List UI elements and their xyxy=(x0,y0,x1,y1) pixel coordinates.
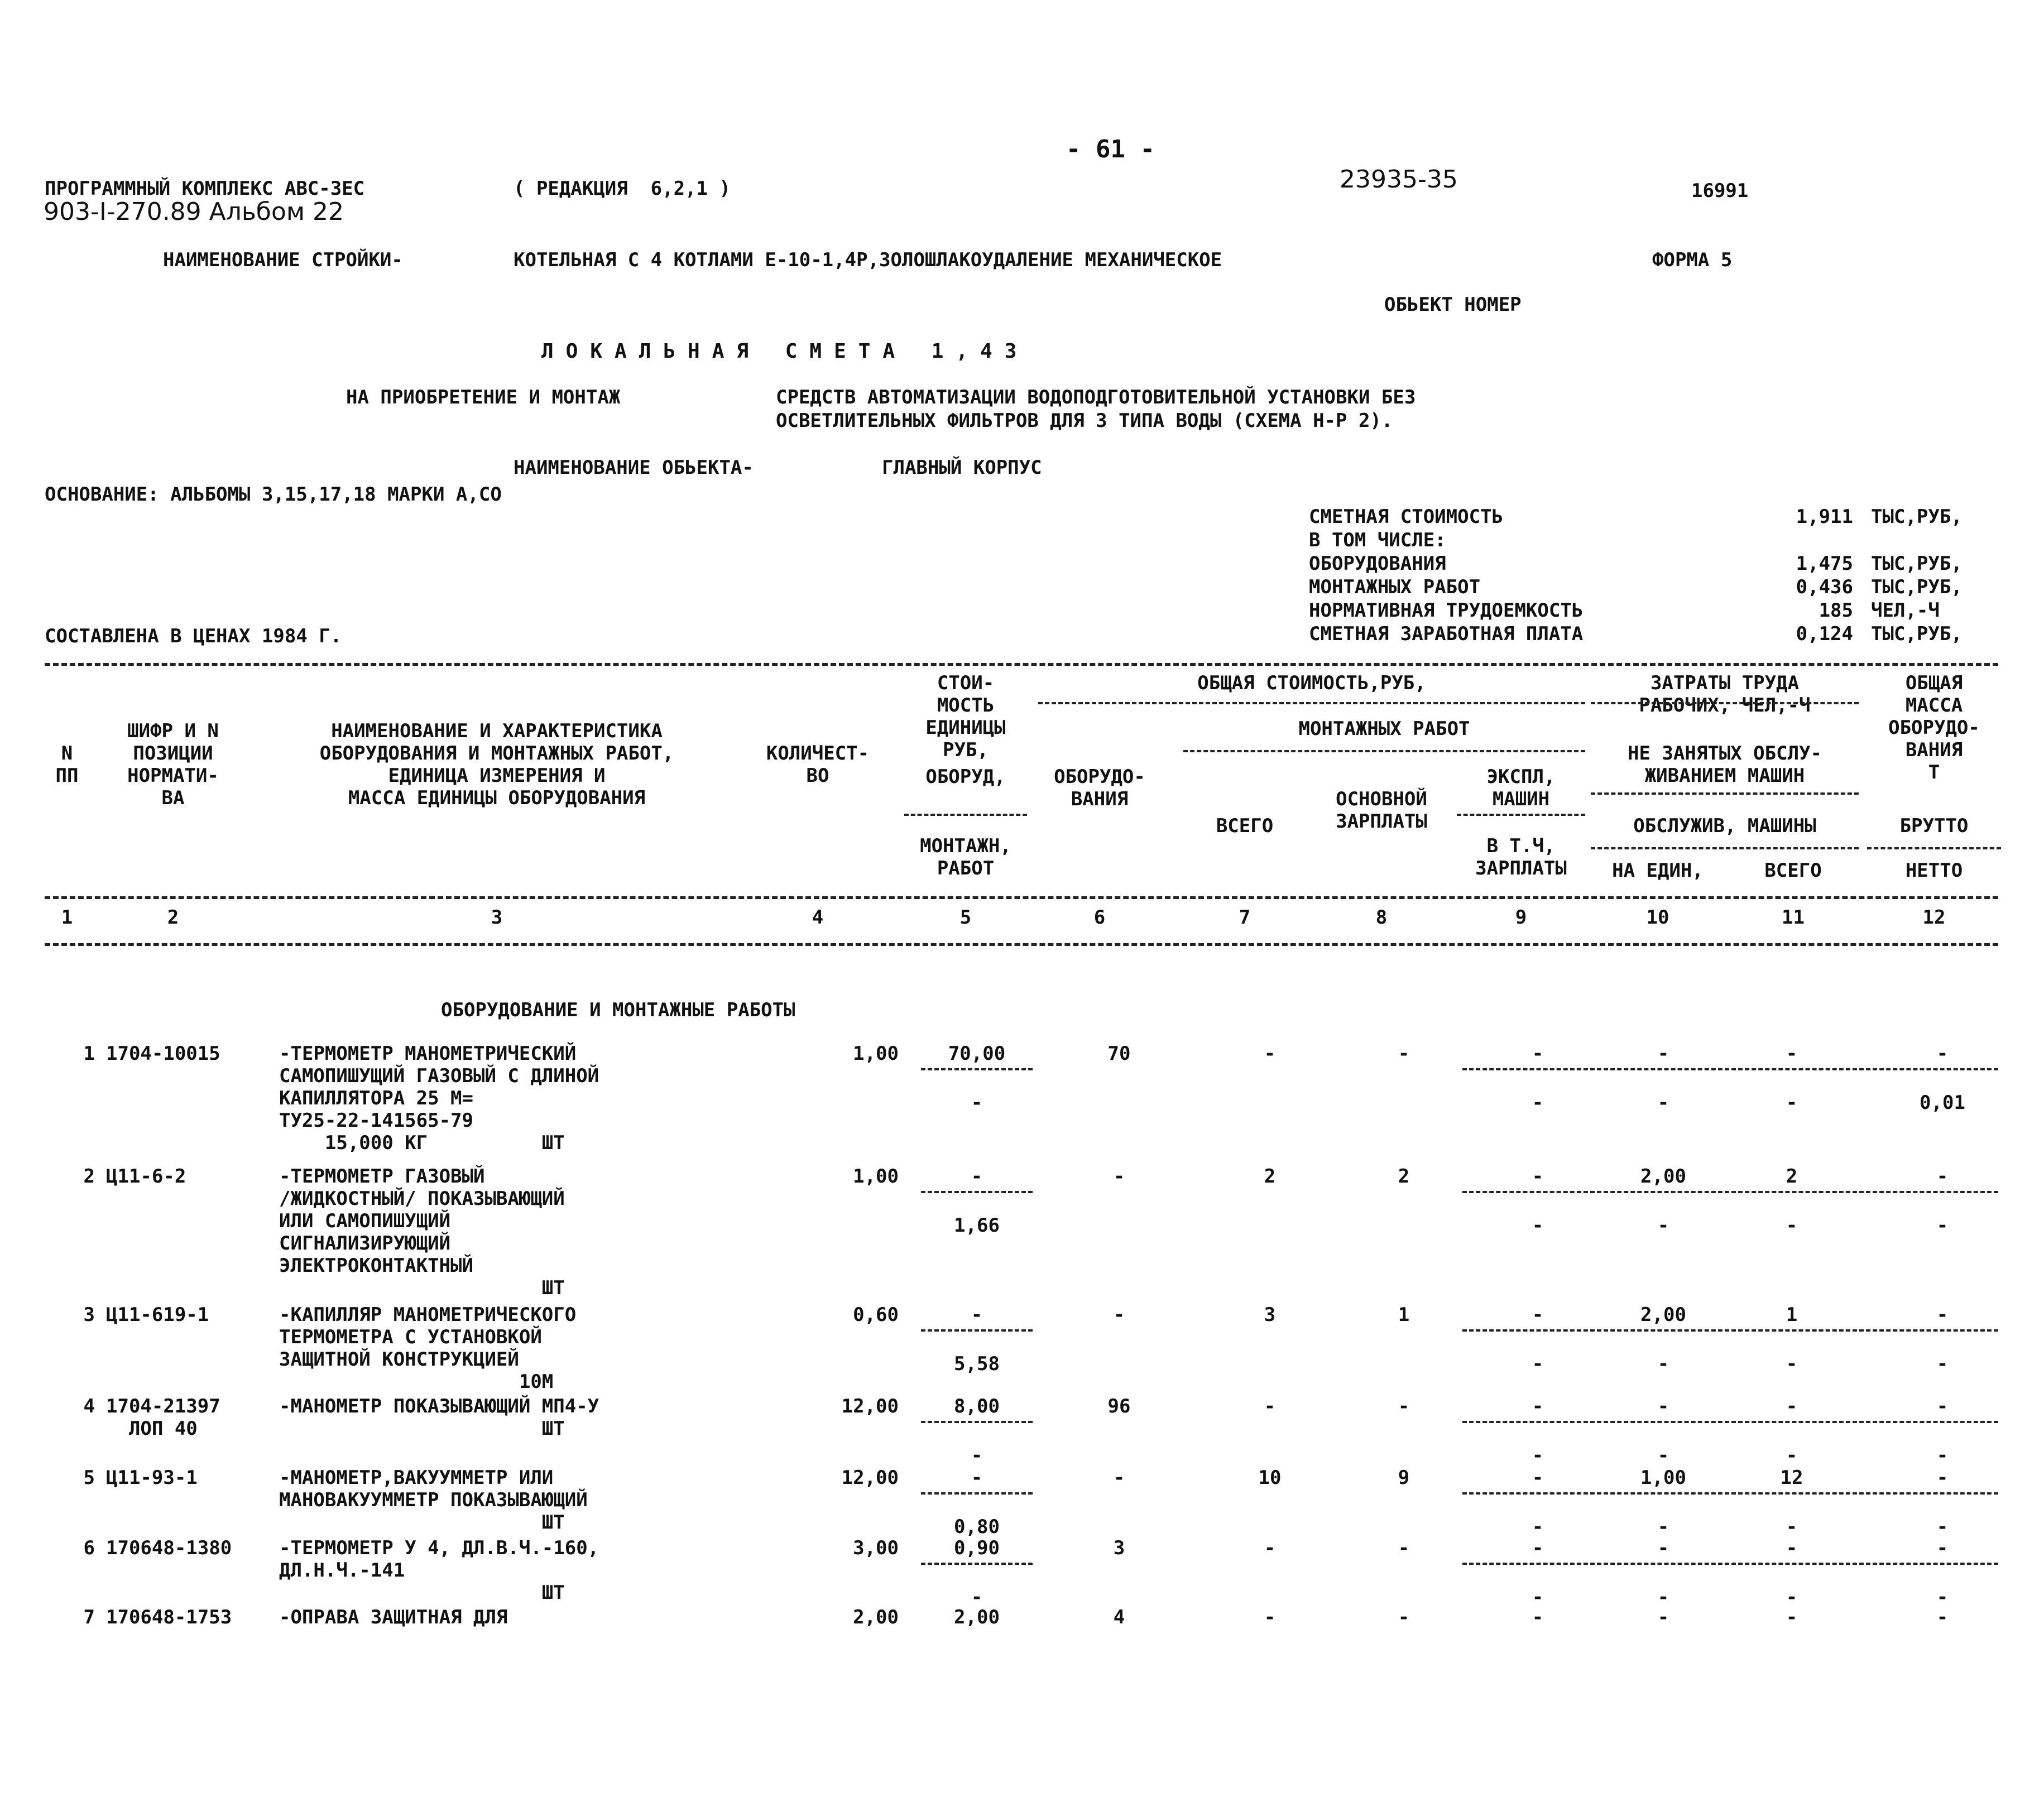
summary-label: СМЕТНАЯ ЗАРАБОТНАЯ ПЛАТА xyxy=(1309,623,1584,645)
row-installation-total: - xyxy=(1264,1606,1276,1628)
summary-value: 0,124 xyxy=(1796,623,1853,645)
row-labor-total: - xyxy=(1786,1042,1798,1065)
row-machine-operation: - xyxy=(1532,1606,1544,1628)
row-unit-cost-installation: 1,66 xyxy=(954,1214,1000,1237)
row-labor-per-unit: - xyxy=(1657,1537,1669,1559)
row-machine-salary: - xyxy=(1532,1353,1544,1375)
row-quantity: 0,60 xyxy=(853,1304,899,1326)
row-mass-gross: - xyxy=(1936,1395,1949,1418)
summary-value: 185 xyxy=(1819,599,1853,622)
row-code: Ц11-6-2 xyxy=(106,1165,186,1188)
row-labor-per-unit: 2,00 xyxy=(1640,1165,1686,1188)
handwritten-album-code: 903-I-270.89 Альбом 22 xyxy=(44,198,344,226)
row-quantity: 12,00 xyxy=(841,1395,899,1418)
column-number: 12 xyxy=(1922,906,1946,929)
row-mass-net: - xyxy=(1936,1444,1949,1467)
row-quantity: 3,00 xyxy=(853,1537,899,1559)
row-description: -ОПРАВА ЗАЩИТНАЯ ДЛЯ xyxy=(279,1606,508,1628)
row-mass-net: - xyxy=(1936,1214,1949,1237)
row-labor-total: 12 xyxy=(1780,1467,1803,1489)
header-col-per-unit: НА ЕДИН, xyxy=(1612,859,1704,882)
row-mass-gross: - xyxy=(1936,1467,1949,1489)
software-name: ПРОГРАММНЫЙ КОМПЛЕКС АВС-ЗЕС xyxy=(45,177,365,200)
row-installation-total: 10 xyxy=(1258,1467,1282,1489)
row-base-salary: - xyxy=(1398,1606,1410,1628)
row-mass-gross: - xyxy=(1936,1165,1949,1188)
header-rule xyxy=(1591,702,1859,704)
row-quantity: 1,00 xyxy=(853,1042,899,1065)
document-title: ЛОКАЛЬНАЯ СМЕТА 1,43 xyxy=(541,340,1029,363)
row-rule xyxy=(1462,1329,1998,1332)
row-base-salary: 1 xyxy=(1398,1304,1410,1326)
summary-label: НОРМАТИВНАЯ ТРУДОЕМКОСТЬ xyxy=(1309,599,1584,622)
row-quantity: 12,00 xyxy=(841,1467,899,1489)
row-rule xyxy=(1462,1563,1998,1565)
row-quantity: 1,00 xyxy=(853,1165,899,1188)
header-col-code: ШИФР И N ПОЗИЦИИ НОРМАТИ- ВА xyxy=(127,720,219,809)
row-description: -ТЕРМОМЕТР ГАЗОВЫЙ /ЖИДКОСТНЫЙ/ ПОКАЗЫВАЮЩИЙ ИЛИ САМОПИШУЩИЙ СИГНАЛИЗИРУЮЩИЙ ЭЛЕКТРОКОНТАКТНЫЙ ШТ xyxy=(279,1165,565,1299)
header-total-cost: ОБЩАЯ СТОИМОСТЬ,РУБ, xyxy=(1197,672,1426,694)
row-rule xyxy=(1462,1492,1998,1495)
prices-note: СОСТАВЛЕНА В ЦЕНАХ 1984 Г. xyxy=(45,625,342,647)
row-machine-operation: - xyxy=(1532,1395,1544,1418)
row-unit-cost-equipment: 0,90 xyxy=(954,1537,1000,1559)
row-unit-cost-equipment: - xyxy=(971,1304,983,1326)
row-labor-machines-total: - xyxy=(1786,1516,1798,1538)
header-labor-not-machines: НЕ ЗАНЯТЫХ ОБСЛУ- ЖИВАНИЕМ МАШИН xyxy=(1628,742,1822,787)
row-mass-gross: - xyxy=(1936,1042,1949,1065)
column-number: 8 xyxy=(1375,906,1388,929)
row-installation-total: - xyxy=(1264,1042,1276,1065)
summary-value: 1,475 xyxy=(1796,552,1853,575)
row-labor-machines-per-unit: - xyxy=(1657,1214,1669,1237)
row-equipment-cost: 70 xyxy=(1107,1042,1131,1065)
header-col-mass: ОБЩАЯ МАССА ОБОРУДО- ВАНИЯ Т xyxy=(1888,672,1980,784)
row-labor-machines-per-unit: - xyxy=(1657,1586,1669,1608)
column-number: 9 xyxy=(1515,906,1527,929)
header-rule xyxy=(904,814,1027,816)
object-name: ГЛАВНЫЙ КОРПУС xyxy=(882,457,1042,479)
document-number: 16991 xyxy=(1691,180,1749,202)
header-col-unit-cost-equipment: ОБОРУД, xyxy=(925,766,1006,788)
column-number: 7 xyxy=(1239,906,1251,929)
row-rule xyxy=(1462,1191,1998,1193)
row-machine-operation: - xyxy=(1532,1304,1544,1326)
column-number: 3 xyxy=(491,906,503,929)
header-rule xyxy=(1591,792,1859,795)
row-labor-total: - xyxy=(1786,1606,1798,1628)
row-number: 5 xyxy=(83,1467,95,1489)
header-col-unit-cost-installation: МОНТАЖН, РАБОТ xyxy=(920,835,1011,880)
purpose-label: НА ПРИОБРЕТЕНИЕ И МОНТАЖ xyxy=(346,386,621,409)
row-rule xyxy=(921,1421,1033,1423)
construction-label: НАИМЕНОВАНИЕ СТРОЙКИ- xyxy=(163,249,403,271)
row-machine-salary: - xyxy=(1532,1516,1544,1538)
row-rule xyxy=(921,1563,1033,1565)
row-equipment-cost: 96 xyxy=(1107,1395,1131,1418)
header-col-quantity: КОЛИЧЕСТ- ВО xyxy=(766,742,870,787)
row-code: Ц11-93-1 xyxy=(106,1467,198,1489)
column-number: 5 xyxy=(959,906,972,929)
header-col-equipment: ОБОРУДО- ВАНИЯ xyxy=(1054,766,1145,810)
row-labor-total: 2 xyxy=(1786,1165,1798,1188)
form-label: ФОРМА 5 xyxy=(1652,249,1733,271)
header-col-total: ВСЕГО xyxy=(1216,815,1274,837)
handwritten-doc-code: 23935-35 xyxy=(1340,165,1458,194)
row-unit-cost-installation: - xyxy=(971,1586,983,1608)
row-labor-per-unit: 1,00 xyxy=(1640,1467,1686,1489)
row-description: -МАНОМЕТР ПОКАЗЫВАЮЩИЙ МП4-У ШТ xyxy=(279,1395,599,1440)
row-base-salary: - xyxy=(1398,1042,1410,1065)
row-rule xyxy=(1462,1068,1998,1070)
basis: ОСНОВАНИЕ: АЛЬБОМЫ 3,15,17,18 МАРКИ А,СО xyxy=(45,483,502,506)
header-col-number: N ПП xyxy=(55,742,79,787)
header-rule xyxy=(1457,814,1585,816)
row-description: -ТЕРМОМЕТР МАНОМЕТРИЧЕСКИЙ САМОПИШУЩИЙ ГАЗОВЫЙ С ДЛИНОЙ КАПИЛЛЯТОРА 25 М= ТУ25-22-141565-79 15,000 КГ ШТ xyxy=(279,1042,599,1154)
row-machine-salary: - xyxy=(1532,1214,1544,1237)
row-unit-cost-installation: 0,80 xyxy=(954,1516,1000,1538)
row-labor-total: - xyxy=(1786,1395,1798,1418)
purpose-line-2: ОСВЕТЛИТЕЛЬНЫХ ФИЛЬТРОВ ДЛЯ 3 ТИПА ВОДЫ (СХЕМА Н-Р 2). xyxy=(776,410,1393,432)
row-machine-operation: - xyxy=(1532,1042,1544,1065)
row-equipment-cost: 3 xyxy=(1113,1537,1125,1559)
row-number: 2 xyxy=(83,1165,95,1188)
row-number: 3 xyxy=(83,1304,95,1326)
row-unit-cost-equipment: - xyxy=(971,1467,983,1489)
row-unit-cost-installation: - xyxy=(971,1092,983,1114)
purpose-line-1: СРЕДСТВ АВТОМАТИЗАЦИИ ВОДОПОДГОТОВИТЕЛЬНОЙ УСТАНОВКИ БЕЗ xyxy=(776,386,1416,409)
row-machine-operation: - xyxy=(1532,1537,1544,1559)
summary-unit: ТЫС,РУБ, xyxy=(1871,552,1963,575)
summary-label: МОНТАЖНЫХ РАБОТ xyxy=(1309,576,1481,598)
summary-unit: ТЫС,РУБ, xyxy=(1871,576,1963,598)
column-number: 11 xyxy=(1782,906,1805,929)
summary-value: 1,911 xyxy=(1796,506,1853,528)
row-labor-machines-per-unit: - xyxy=(1657,1444,1669,1467)
row-labor-machines-per-unit: - xyxy=(1657,1353,1669,1375)
row-code: 1704-21397 ЛОП 40 xyxy=(106,1395,220,1440)
row-mass-net: - xyxy=(1936,1516,1949,1538)
summary-value: 0,436 xyxy=(1796,576,1853,598)
row-code: 170648-1380 xyxy=(106,1537,232,1559)
row-rule xyxy=(921,1191,1033,1193)
row-labor-machines-total: - xyxy=(1786,1214,1798,1237)
row-machine-salary: - xyxy=(1532,1092,1544,1114)
row-machine-operation: - xyxy=(1532,1467,1544,1489)
header-labor-cost: ЗАТРАТЫ ТРУДА РАБОЧИХ, ЧЕЛ,-Ч xyxy=(1639,672,1811,717)
header-rule xyxy=(1591,847,1859,849)
page-number: - 61 - xyxy=(1066,135,1155,164)
row-quantity: 2,00 xyxy=(853,1606,899,1628)
header-rule xyxy=(1867,847,2001,849)
summary-unit: ЧЕЛ,-Ч xyxy=(1871,599,1940,622)
row-code: Ц11-619-1 xyxy=(106,1304,209,1326)
row-description: -КАПИЛЛЯР МАНОМЕТРИЧЕСКОГО ТЕРМОМЕТРА С УСТАНОВКОЙ ЗАЩИТНОЙ КОНСТРУКЦИЕЙ 10М xyxy=(279,1304,577,1393)
row-code: 1704-10015 xyxy=(106,1042,220,1065)
summary-unit: ТЫС,РУБ, xyxy=(1871,623,1963,645)
column-number: 6 xyxy=(1093,906,1106,929)
row-unit-cost-installation: 5,58 xyxy=(954,1353,1000,1375)
header-col-incl-salary: В Т.Ч, ЗАРПЛАТЫ xyxy=(1475,835,1567,880)
section-title: ОБОРУДОВАНИЕ И МОНТАЖНЫЕ РАБОТЫ xyxy=(441,999,795,1021)
row-labor-machines-per-unit: - xyxy=(1657,1092,1669,1114)
table-top-rule xyxy=(45,663,1998,666)
summary-label: ОБОРУДОВАНИЯ xyxy=(1309,552,1446,575)
header-bottom-rule xyxy=(45,896,1998,899)
column-number: 10 xyxy=(1646,906,1669,929)
row-labor-machines-total: - xyxy=(1786,1586,1798,1608)
header-col-machine-operation: ЭКСПЛ, МАШИН xyxy=(1486,766,1556,810)
row-base-salary: - xyxy=(1398,1395,1410,1418)
construction-name: КОТЕЛЬНАЯ С 4 КОТЛАМИ Е-10-1,4Р,ЗОЛОШЛАКОУДАЛЕНИЕ МЕХАНИЧЕСКОЕ xyxy=(514,249,1222,271)
row-unit-cost-equipment: 70,00 xyxy=(948,1042,1006,1065)
column-number: 1 xyxy=(61,906,73,929)
row-unit-cost-installation: - xyxy=(971,1444,983,1467)
row-equipment-cost: - xyxy=(1113,1165,1125,1188)
column-numbers-rule xyxy=(45,943,1998,946)
row-equipment-cost: - xyxy=(1113,1304,1125,1326)
row-labor-per-unit: - xyxy=(1657,1042,1669,1065)
row-labor-machines-total: - xyxy=(1786,1353,1798,1375)
summary-unit: ТЫС,РУБ, xyxy=(1871,506,1963,528)
row-labor-machines-total: - xyxy=(1786,1092,1798,1114)
row-number: 1 xyxy=(83,1042,95,1065)
row-base-salary: 9 xyxy=(1398,1467,1410,1489)
row-installation-total: - xyxy=(1264,1395,1276,1418)
row-unit-cost-equipment: 8,00 xyxy=(954,1395,1000,1418)
object-name-label: НАИМЕНОВАНИЕ ОБЬЕКТА- xyxy=(514,457,754,479)
summary-label: СМЕТНАЯ СТОИМОСТЬ xyxy=(1309,506,1503,528)
row-labor-total: - xyxy=(1786,1537,1798,1559)
row-labor-machines-per-unit: - xyxy=(1657,1516,1669,1538)
header-col-unit-cost: СТОИ- МОСТЬ ЕДИНИЦЫ РУБ, xyxy=(925,672,1006,761)
row-labor-total: 1 xyxy=(1786,1304,1798,1326)
row-equipment-cost: 4 xyxy=(1113,1606,1125,1628)
object-number-label: ОБЬЕКТ НОМЕР xyxy=(1384,294,1522,316)
row-mass-gross: - xyxy=(1936,1606,1949,1628)
header-col-mass-gross: БРУТТО xyxy=(1899,815,1969,837)
header-rule xyxy=(1038,702,1585,704)
header-col-base-salary: ОСНОВНОЙ ЗАРПЛАТЫ xyxy=(1336,788,1427,833)
row-labor-per-unit: - xyxy=(1657,1395,1669,1418)
row-rule xyxy=(921,1068,1033,1070)
row-base-salary: - xyxy=(1398,1537,1410,1559)
row-installation-total: 2 xyxy=(1264,1165,1276,1188)
row-equipment-cost: - xyxy=(1113,1467,1125,1489)
row-mass-gross: - xyxy=(1936,1304,1949,1326)
column-number: 2 xyxy=(167,906,179,929)
row-machine-operation: - xyxy=(1532,1165,1544,1188)
row-unit-cost-equipment: - xyxy=(971,1165,983,1188)
header-col-mass-net: НЕТТО xyxy=(1905,859,1963,882)
row-description: -ТЕРМОМЕТР У 4, ДЛ.В.Ч.-160, ДЛ.Н.Ч.-141 ШТ xyxy=(279,1537,599,1604)
row-mass-net: - xyxy=(1936,1353,1949,1375)
row-unit-cost-equipment: 2,00 xyxy=(954,1606,1000,1628)
row-mass-net: 0,01 xyxy=(1920,1092,1965,1114)
row-rule xyxy=(1462,1421,1998,1423)
row-number: 7 xyxy=(83,1606,95,1628)
header-col-description: НАИМЕНОВАНИЕ И ХАРАКТЕРИСТИКА ОБОРУДОВАНИЯ И МОНТАЖНЫХ РАБОТ, ЕДИНИЦА ИЗМЕРЕНИЯ И МАССА ЕДИНИЦЫ ОБОРУДОВАНИЯ xyxy=(319,720,674,809)
row-machine-salary: - xyxy=(1532,1444,1544,1467)
header-rule xyxy=(1183,750,1585,752)
row-installation-total: - xyxy=(1264,1537,1276,1559)
row-machine-salary: - xyxy=(1532,1586,1544,1608)
header-installation: МОНТАЖНЫХ РАБОТ xyxy=(1298,718,1470,740)
header-labor-machines: ОБСЛУЖИВ, МАШИНЫ xyxy=(1633,815,1816,837)
header-col-labor-total: ВСЕГО xyxy=(1764,859,1822,882)
column-number: 4 xyxy=(812,906,824,929)
software-edition: ( РЕДАКЦИЯ 6,2,1 ) xyxy=(514,177,731,200)
row-rule xyxy=(921,1329,1033,1332)
summary-label: В ТОМ ЧИСЛЕ: xyxy=(1309,529,1446,551)
row-mass-net: - xyxy=(1936,1586,1949,1608)
row-labor-machines-total: - xyxy=(1786,1444,1798,1467)
row-base-salary: 2 xyxy=(1398,1165,1410,1188)
row-code: 170648-1753 xyxy=(106,1606,232,1628)
row-mass-gross: - xyxy=(1936,1537,1949,1559)
row-description: -МАНОМЕТР,ВАКУУММЕТР ИЛИ МАНОВАКУУММЕТР ПОКАЗЫВАЮЩИЙ ШТ xyxy=(279,1467,588,1534)
row-number: 4 xyxy=(83,1395,95,1418)
row-installation-total: 3 xyxy=(1264,1304,1276,1326)
row-number: 6 xyxy=(83,1537,95,1559)
row-rule xyxy=(921,1492,1033,1495)
row-labor-per-unit: 2,00 xyxy=(1640,1304,1686,1326)
row-labor-per-unit: - xyxy=(1657,1606,1669,1628)
